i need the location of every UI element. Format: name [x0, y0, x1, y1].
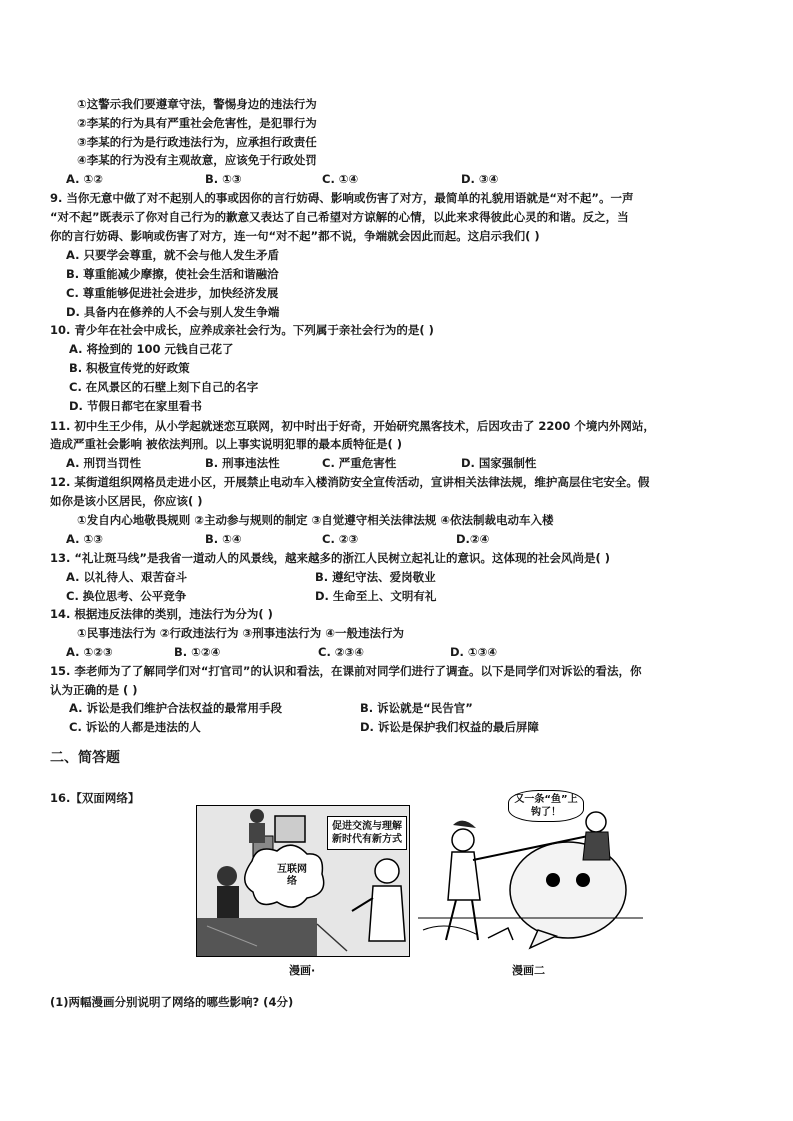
- q8-choice-a: A. ①②: [66, 172, 103, 186]
- cartoon-2: [418, 790, 643, 955]
- q8-option-4: ④李某的行为没有主观故意，应该免于行政处罚: [77, 153, 317, 167]
- q9-choice-b: B. 尊重能减少摩擦，使社会生活和谐融洽: [66, 267, 279, 281]
- q14-choice-c: C. ②③④: [318, 645, 365, 659]
- q12-stem-line-1: 12. 某街道组织网格员走进小区，开展禁止电动车入楼消防安全宣传活动，宣讲相关法律法规，维护高层住宅安全。假: [50, 475, 650, 489]
- q10-choice-d: D. 节假日都宅在家里看书: [69, 399, 202, 413]
- q15-stem-line-2: 认为正确的是 ( ): [50, 683, 138, 697]
- q11-choice-a: A. 刑罚当罚性: [66, 456, 141, 470]
- q12-choice-b: B. ①④: [205, 532, 242, 546]
- q15-stem-line-1: 15. 李老师为了了解同学们对“打官司”的认识和看法，在课前对同学们进行了调查。以下是同学们对诉讼的看法，你: [50, 664, 642, 678]
- q13-stem: 13. “礼让斑马线”是我省一道动人的风景线，越来越多的浙江人民树立起礼让的意识。这体现的社会风尚是( ): [50, 551, 611, 565]
- q9-stem-line-2: “对不起”既表示了你对自己行为的歉意又表达了自己希望对方谅解的心情，以此来求得彼此心灵的和谐。反之，当: [50, 210, 629, 224]
- q11-choice-b: B. 刑事违法性: [205, 456, 280, 470]
- q9-choice-a: A. 只要学会尊重，就不会与他人发生矛盾: [66, 248, 279, 262]
- q11-choice-c: C. 严重危害性: [322, 456, 397, 470]
- cartoon-1-caption: 漫画·: [289, 964, 316, 977]
- q13-choice-a: A. 以礼待人、艰苦奋斗: [66, 570, 187, 584]
- q12-stem-line-2: 如你是该小区居民，你应该( ): [50, 494, 203, 508]
- q8-choice-c: C. ①④: [322, 172, 359, 186]
- q13-choice-c: C. 换位思考、公平竞争: [66, 589, 187, 603]
- q12-options: ①发自内心地敬畏规则 ②主动参与规则的制定 ③自觉遵守相关法律法规 ④依法制裁电动车入楼: [77, 513, 554, 527]
- q14-choice-b: B. ①②④: [174, 645, 221, 659]
- q9-choice-c: C. 尊重能够促进社会进步，加快经济发展: [66, 286, 279, 300]
- q15-choice-b: B. 诉讼就是“民告官”: [360, 701, 473, 715]
- q16-subquestion-1: (1)两幅漫画分别说明了网络的哪些影响? (4分): [50, 995, 294, 1009]
- q11-stem-line-1: 11. 初中生王少伟，从小学起就迷恋互联网，初中时出于好奇，开始研究黑客技术，后因攻击了 2200 个境内外网站，: [50, 419, 655, 433]
- q11-stem-line-2: 造成严重社会影响 被依法判刑。以上事实说明犯罪的最本质特征是( ): [50, 437, 403, 451]
- cartoon-1: [196, 805, 410, 957]
- q10-choice-b: B. 积极宣传党的好政策: [69, 361, 190, 375]
- q8-option-3: ③李某的行为是行政违法行为，应承担行政责任: [77, 135, 317, 149]
- cartoon-1-cloud-label: 互联网络: [277, 864, 307, 887]
- q13-choice-b: B. 遵纪守法、爱岗敬业: [315, 570, 436, 584]
- q16-title: 16.【双面网络】: [50, 791, 140, 805]
- q12-choice-a: A. ①③: [66, 532, 103, 546]
- q9-stem-line-1: 9. 当你无意中做了对不起别人的事或因你的言行妨碍、影响或伤害了对方，最简单的礼貌用语就是“对不起”。一声: [50, 191, 634, 205]
- q9-stem-line-3: 你的言行妨碍、影响或伤害了对方，连一句“对不起”都不说，争端就会因此而起。这启示我们( ): [50, 229, 540, 243]
- q10-choice-c: C. 在风景区的石壁上刻下自己的名字: [69, 380, 259, 394]
- q14-stem: 14. 根据违反法律的类别，违法行为分为( ): [50, 607, 273, 621]
- q8-choice-b: B. ①③: [205, 172, 242, 186]
- q14-choice-a: A. ①②③: [66, 645, 113, 659]
- q14-options: ①民事违法行为 ②行政违法行为 ③刑事违法行为 ④一般违法行为: [77, 626, 404, 640]
- q10-stem: 10. 青少年在社会中成长，应养成亲社会行为。下列属于亲社会行为的是( ): [50, 323, 434, 337]
- q12-choice-c: C. ②③: [322, 532, 359, 546]
- q10-choice-a: A. 将捡到的 100 元钱自己花了: [69, 342, 234, 356]
- q15-choice-c: C. 诉讼的人都是违法的人: [69, 720, 201, 734]
- q13-choice-d: D. 生命至上、文明有礼: [315, 589, 437, 603]
- q9-choice-d: D. 具备内在修养的人不会与别人发生争端: [66, 305, 280, 319]
- q12-choice-d: D.②④: [456, 532, 490, 546]
- q11-choice-d: D. 国家强制性: [461, 456, 537, 470]
- section-2-title: 二、简答题: [50, 750, 120, 766]
- cartoon-1-speech-bubble: 促进交流与理解新时代有新方式: [327, 816, 407, 850]
- q14-choice-d: D. ①③④: [450, 645, 498, 659]
- cartoon-2-caption: 漫画二: [512, 964, 545, 977]
- cartoon-2-speech-bubble: 又一条“鱼”上钩了！: [508, 790, 584, 822]
- q8-choice-d: D. ③④: [461, 172, 499, 186]
- q8-option-1: ①这警示我们要遵章守法，警惕身边的违法行为: [77, 97, 317, 111]
- q15-choice-a: A. 诉讼是我们维护合法权益的最常用手段: [69, 701, 282, 715]
- q8-option-2: ②李某的行为具有严重社会危害性，是犯罪行为: [77, 116, 317, 130]
- q15-choice-d: D. 诉讼是保护我们权益的最后屏障: [360, 720, 539, 734]
